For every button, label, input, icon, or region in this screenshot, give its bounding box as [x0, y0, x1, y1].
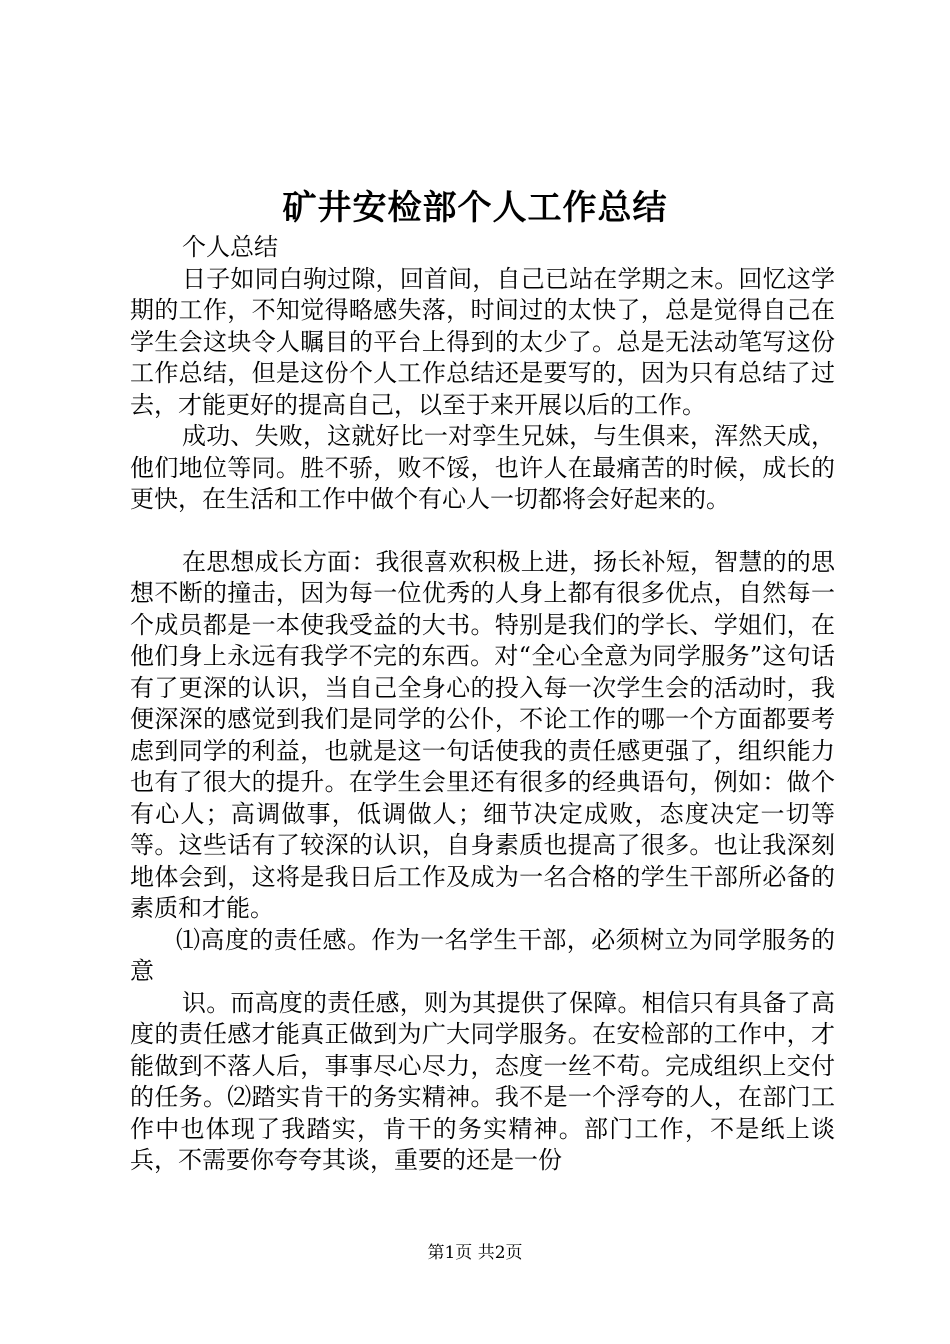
paragraph-intro: 日子如同白驹过隙，回首间，自己已站在学期之末。回忆这学期的工作，不知觉得略感失落，时间过的太快了，总是觉得自己在学生会这块令人瞩目的平台上得到的太少了。总是无法动笔写这份工作总结，但是这份个人工作总结还是要写的，因为只有总结了过去，才能更好的提高自己，以至于来开展以后的工作。 — [130, 264, 835, 419]
paragraph-practical-spirit: 识。而高度的责任感，则为其提供了保障。相信只有具备了高度的责任感才能真正做到为广大同学服务。在安检部的工作中，才能做到不落人后，事事尽心尽力，态度一丝不苟。完成组织上交付的任务。⑵踏实肯干的务实精神。我不是一个浮夸的人，在部门工作中也体现了我踏实，肯干的务实精神。部门工作，不是纸上谈兵，不需要你夸夸其谈，重要的还是一份 — [130, 988, 835, 1174]
document-body — [130, 232, 835, 1177]
paragraph-heading: 个人总结 — [182, 233, 278, 261]
paragraph-thought-growth: 在思想成长方面：我很喜欢积极上进，扬长补短，智慧的的思想不断的撞击，因为每一位优秀的人身上都有很多优点，自然每一个成员都是一本使我受益的大书。特别是我们的学长、学姐们，在他们身上永远有我学不完的东西。对“全心全意为同学服务”这句话有了更深的认识，当自己全身心的投入每一次学生会的活动时，我便深深的感觉到我们是同学的公仆，不论工作的哪一个方面都要考虑到同学的利益，也就是这一句话使我的责任感更强了，组织能力也有了很大的提升。在学生会里还有很多的经典语句，例如：做个有心人；高调做事，低调做人；细节决定成败，态度决定一切等等。这些话有了较深的认识，自身素质也提高了很多。也让我深刻地体会到，这将是我日后工作及成为一名合格的学生干部所必备的素质和才能。 — [130, 547, 835, 922]
paragraph-gap — [130, 516, 835, 547]
paragraph-responsibility: ⑴高度的责任感。作为一名学生干部，必须树立为同学服务的意 — [130, 925, 835, 985]
paragraph-success-failure: 成功、失败，这就好比一对孪生兄妹，与生俱来，浑然天成，他们地位等同。胜不骄，败不馁，也许人在最痛苦的时候，成长的更快，在生活和工作中做个有心人一切都将会好起来的。 — [130, 422, 835, 513]
page-footer: 第1页 共2页 — [427, 1243, 523, 1263]
document-title: 矿井安检部个人工作总结 — [282, 188, 668, 228]
